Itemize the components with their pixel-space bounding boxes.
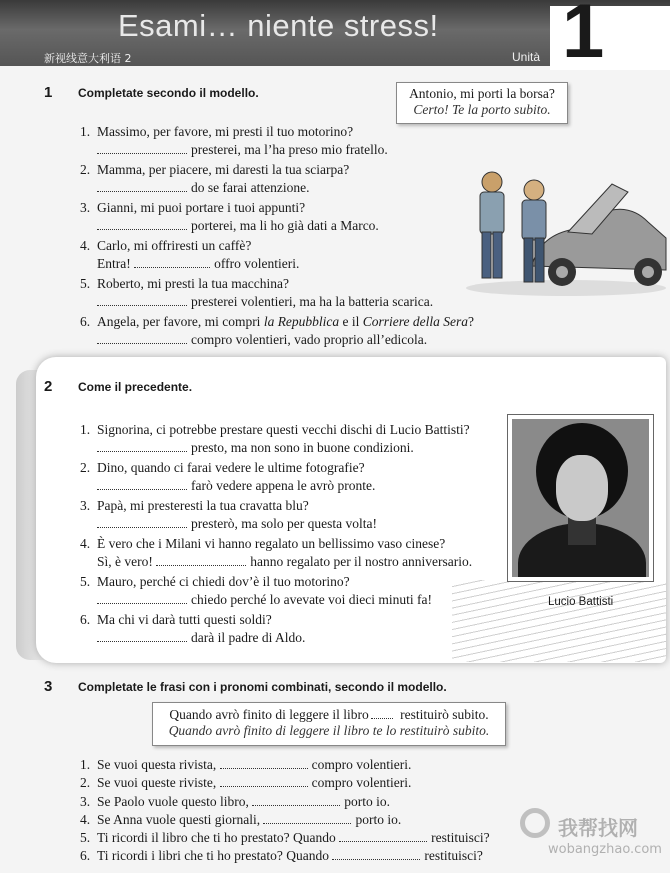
question-text: Gianni, mi puoi portare i tuoi appunti? bbox=[97, 200, 306, 215]
list-item: 5. Roberto, mi presti la tua macchina? presterei volentieri, ma ha la batteria scarica. bbox=[80, 276, 434, 309]
exercise-2-title: Come il precedente. bbox=[78, 380, 193, 394]
list-item: 6. Angela, per favore, mi compri la Repubblica e il Corriere della Sera? compro volentieri, vado proprio all’edicola. bbox=[80, 314, 475, 347]
answer-text: presterei, ma l’ha preso mio fratello. bbox=[191, 142, 388, 157]
question-text: Signorina, ci potrebbe prestare questi vecchi dischi di Lucio Battisti? bbox=[97, 422, 470, 437]
list-item: 1. Massimo, per favore, mi presti il tuo motorino? presterei, ma l’ha preso mio fratello. bbox=[80, 124, 388, 157]
exercise-1-list bbox=[80, 123, 474, 351]
question-text: Ma chi vi darà tutti questi soldi? bbox=[97, 612, 272, 627]
model-answer: Certo! Te la porto subito. bbox=[413, 102, 551, 117]
answer-text: compro volentieri, vado proprio all’edicola. bbox=[191, 332, 428, 347]
answer-text: farò vedere appena le avrò pronte. bbox=[191, 478, 376, 493]
model-prompt: Quando avrò finito di leggere il libro bbox=[169, 707, 369, 722]
question-text: È vero che i Milani vi hanno regalato un bellissimo vaso cinese? bbox=[97, 536, 446, 551]
answer-blank[interactable] bbox=[332, 849, 420, 860]
list-item: 4. È vero che i Milani vi hanno regalato un bellissimo vaso cinese? Sì, è vero! hanno regalato per il nostro anniversario. bbox=[80, 536, 473, 569]
list-item: 6. Ma chi vi darà tutti questi soldi? darà il padre di Aldo. bbox=[80, 612, 306, 645]
answer-blank[interactable] bbox=[339, 831, 427, 842]
question-text: Massimo, per favore, mi presti il tuo motorino? bbox=[97, 124, 354, 139]
answer-text: chiedo perché lo avevate voi dieci minuti fa! bbox=[191, 592, 433, 607]
model-blank bbox=[371, 708, 393, 719]
answer-text: presterei volentieri, ma ha la batteria scarica. bbox=[191, 294, 434, 309]
list-item: 6. Ti ricordi i libri che ti ho prestato? Quando restituisci? bbox=[80, 848, 483, 864]
car-illustration bbox=[462, 148, 670, 298]
exercise-2-list bbox=[80, 421, 472, 649]
exercise-3-list bbox=[80, 757, 490, 867]
list-item: 2. Dino, quando ci farai vedere le ultime fotografie? farò vedere appena le avrò pronte. bbox=[80, 460, 376, 493]
answer-blank[interactable] bbox=[97, 143, 187, 154]
list-item: 2. Mamma, per piacere, mi daresti la tua sciarpa? do se farai attenzione. bbox=[80, 162, 350, 195]
watermark-url: wobangzhao.com bbox=[548, 842, 662, 857]
chapter-title: Esami… niente stress! bbox=[118, 8, 439, 43]
exercise-1-number: 1 bbox=[44, 84, 53, 101]
question-text: Dino, quando ci farai vedere le ultime fotografie? bbox=[97, 460, 365, 475]
list-item: 3. Se Paolo vuole questo libro, porto io. bbox=[80, 793, 390, 809]
question-text: Mamma, per piacere, mi daresti la tua sciarpa? bbox=[97, 162, 350, 177]
exercise-2-number: 2 bbox=[44, 378, 53, 395]
model-question: Antonio, mi porti la borsa? bbox=[409, 86, 555, 101]
list-item: 3. Gianni, mi puoi portare i tuoi appunti? porterei, ma li ho già dati a Marco. bbox=[80, 200, 379, 233]
list-item: 1. Se vuoi questa rivista, compro volentieri. bbox=[80, 757, 412, 772]
lucio-battisti-photo bbox=[507, 414, 654, 582]
answer-blank[interactable] bbox=[252, 795, 340, 806]
answer-blank[interactable] bbox=[97, 295, 187, 306]
answer-text: do se farai attenzione. bbox=[191, 180, 310, 195]
answer-blank[interactable] bbox=[263, 813, 351, 824]
list-item: 4. Se Anna vuole questi giornali, porto io. bbox=[80, 811, 402, 827]
question-text: Papà, mi presteresti la tua cravatta blu? bbox=[97, 498, 309, 513]
answer-prefix: Entra! bbox=[97, 256, 131, 271]
book-subtitle: 新视线意大利语 2 bbox=[44, 52, 132, 65]
list-item: 5. Mauro, perché ci chiedi dov’è il tuo motorino? chiedo perché lo avevate voi dieci minuti fa! bbox=[80, 574, 433, 607]
list-item: 5. Ti ricordi il libro che ti ho prestato? Quando restituisci? bbox=[80, 830, 490, 846]
question-text: Angela, per favore, mi compri la Repubblica e il Corriere della Sera? bbox=[97, 314, 475, 329]
answer-blank[interactable] bbox=[97, 479, 187, 490]
answer-blank[interactable] bbox=[97, 181, 187, 192]
unit-label: Unità bbox=[512, 50, 541, 64]
list-item: 4. Carlo, mi offriresti un caffè? Entra! offro volentieri. bbox=[80, 238, 300, 271]
answer-text: presterò, ma solo per questa volta! bbox=[191, 516, 377, 531]
answer-blank[interactable] bbox=[156, 555, 246, 566]
model-solution: Quando avrò finito di leggere il libro te lo restituirò subito. bbox=[168, 723, 490, 738]
answer-blank[interactable] bbox=[220, 758, 308, 769]
answer-text: presto, ma non sono in buone condizioni. bbox=[191, 440, 414, 455]
answer-blank[interactable] bbox=[97, 631, 187, 642]
list-item: 2. Se vuoi queste riviste, compro volentieri. bbox=[80, 775, 412, 791]
answer-text: hanno regalato per il nostro anniversario. bbox=[250, 554, 473, 569]
answer-blank[interactable] bbox=[97, 593, 187, 604]
answer-blank[interactable] bbox=[97, 333, 187, 344]
answer-blank[interactable] bbox=[97, 441, 187, 452]
answer-blank[interactable] bbox=[97, 219, 187, 230]
sheet-music-decoration bbox=[452, 580, 666, 662]
photo-caption: Lucio Battisti bbox=[548, 596, 614, 608]
unit-number: 1 bbox=[562, 0, 605, 74]
exercise-3-model-box: Quando avrò finito di leggere il libro restituirò subito. Quando avrò finito di leggere il libro te lo restituirò subito. bbox=[152, 702, 506, 746]
magnifier-icon bbox=[520, 808, 550, 838]
exercise-1-model-box bbox=[396, 82, 568, 124]
answer-blank[interactable] bbox=[97, 517, 187, 528]
exercise-1-title: Completate secondo il modello. bbox=[78, 86, 259, 100]
question-text: Mauro, perché ci chiedi dov’è il tuo motorino? bbox=[97, 574, 350, 589]
exercise-3-title: Completate le frasi con i pronomi combinati, secondo il modello. bbox=[78, 680, 447, 694]
question-text: Carlo, mi offriresti un caffè? bbox=[97, 238, 252, 253]
answer-text: porterei, ma li ho già dati a Marco. bbox=[191, 218, 379, 233]
answer-blank[interactable] bbox=[134, 257, 210, 268]
watermark-text: 我帮找网 bbox=[558, 816, 638, 840]
exercise-3-number: 3 bbox=[44, 678, 53, 695]
question-text: Roberto, mi presti la tua macchina? bbox=[97, 276, 289, 291]
list-item: 1. Signorina, ci potrebbe prestare questi vecchi dischi di Lucio Battisti? presto, ma non sono in buone condizioni. bbox=[80, 422, 470, 455]
answer-blank[interactable] bbox=[220, 776, 308, 787]
list-item: 3. Papà, mi presteresti la tua cravatta blu? presterò, ma solo per questa volta! bbox=[80, 498, 377, 531]
answer-text: darà il padre di Aldo. bbox=[191, 630, 306, 645]
answer-prefix: Sì, è vero! bbox=[97, 554, 153, 569]
answer-text: offro volentieri. bbox=[214, 256, 300, 271]
